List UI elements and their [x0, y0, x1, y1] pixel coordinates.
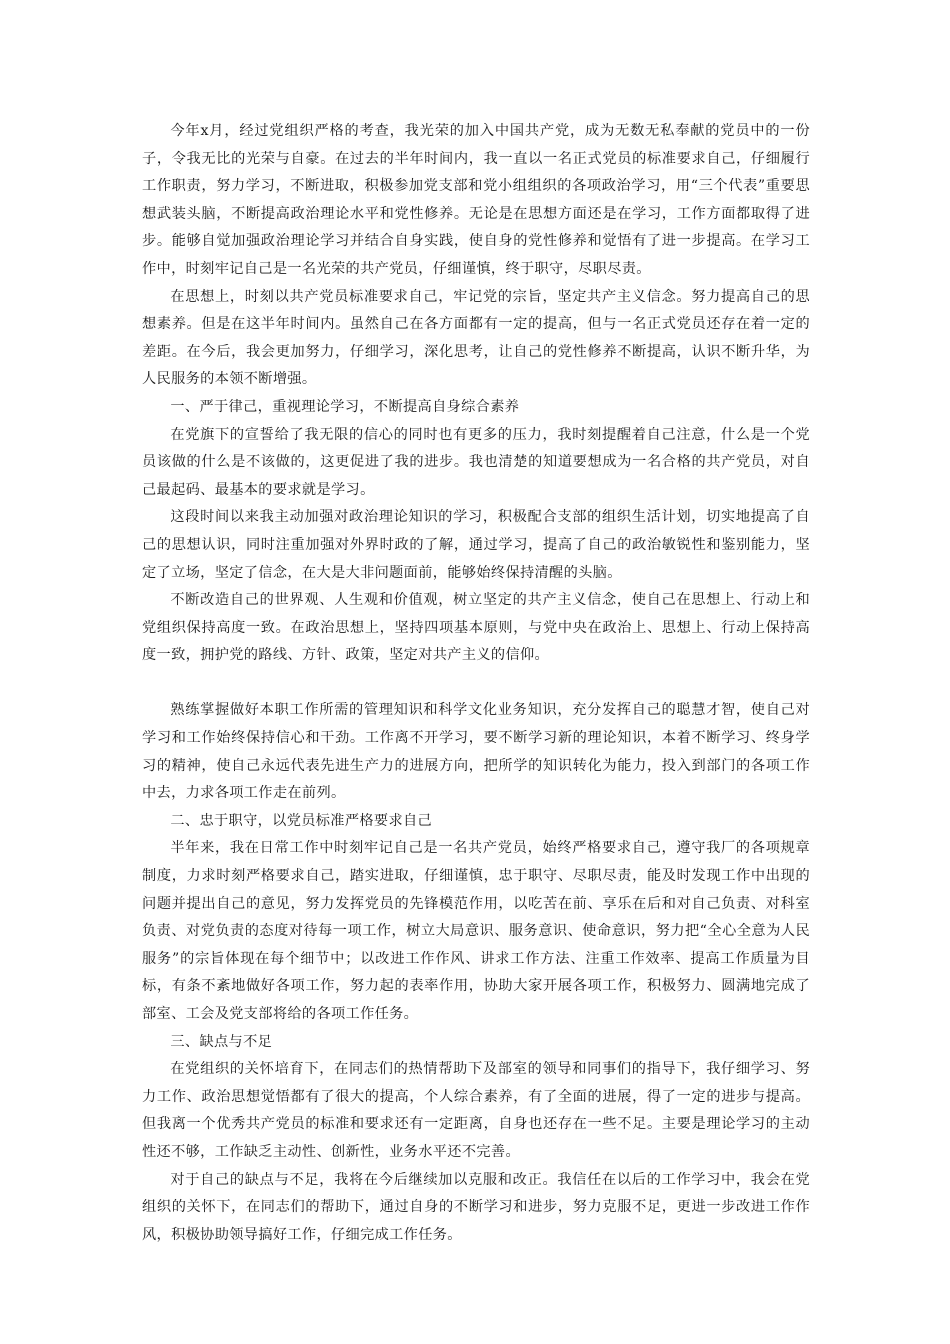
paragraph-intro: 今年x月，经过党组织严格的考查，我光荣的加入中国共产党，成为无数无私奉献的党员中的一份子，令我无比的光荣与自豪。在过去的半年时间内，我一直以一名正式党员的标准要求自己，仔细履行工作职责，努力学习，不断进取，积极参加党支部和党小组组织的各项政治学习，用“三个代表”重要思想武装头脑，不断提高政治理论水平和党性修养。无论是在思想方面还是在学习，工作方面都取得了进步。能够自觉加强政治理论学习并结合自身实践，使自身的党性修养和觉悟有了进一步提高。在学习工作中，时刻牢记自己是一名光荣的共产党员，仔细谨慎，终于职守，尽职尽责。 [142, 123, 810, 277]
section-heading-1: 一、严于律己，重视理论学习，不断提高自身综合素养 [170, 398, 520, 415]
paragraph-conclusion: 对于自己的缺点与不足，我将在今后继续加以克服和改正。我信任在以后的工作学习中，我会在党组织的关怀下，在同志们的帮助下，通过自身的不断学习和进步，努力克服不足，更进一步改进工作作风，积极协助领导搞好工作，仔细完成工作任务。 [142, 1171, 810, 1243]
paragraph-study: 这段时间以来我主动加强对政治理论知识的学习，积极配合支部的组织生活计划，切实地提高了自己的思想认识，同时注重加强对外界时政的了解，通过学习，提高了自己的政治敏锐性和鉴别能力，坚定了立场，坚定了信念，在大是大非问题面前，能够始终保持清醒的头脑。 [142, 509, 810, 581]
paragraph-shortcomings: 在党组织的关怀培育下，在同志们的热情帮助下及部室的领导和同事们的指导下，我仔细学习、努力工作、政治思想觉悟都有了很大的提高，个人综合素养，有了全面的进展，得了一定的进步与提高。但我离一个优秀共产党员的标准和要求还有一定距离，自身也还存在一些不足。主要是理论学习的主动性还不够，工作缺乏主动性、创新性，业务水平还不完善。 [142, 1061, 810, 1160]
paragraph-worldview: 不断改造自己的世界观、人生观和价值观，树立坚定的共产主义信念，使自己在思想上、行动上和党组织保持高度一致。在政治思想上，坚持四项基本原则，与党中央在政治上、思想上、行动上保持高度一致，拥护党的路线、方针、政策，坚定对共产主义的信仰。 [142, 592, 810, 664]
document-body [142, 118, 810, 1249]
blank-line [142, 670, 810, 698]
paragraph-duty: 半年来，我在日常工作中时刻牢记自己是一名共产党员，始终严格要求自己，遵守我厂的各项规章制度，力求时刻严格要求自己，踏实进取，仔细谨慎，忠于职守、尽职尽责，能及时发现工作中出现的问题并提出自己的意见，努力发挥党员的先锋模范作用，以吃苦在前、享乐在后和对自己负责、对科室负责、对党负责的态度对待每一项工作，树立大局意识、服务意识、使命意识，努力把“全心全意为人民服务”的宗旨体现在每个细节中；以改进工作作风、讲求工作方法、注重工作效率、提高工作质量为目标，有条不紊地做好各项工作，努力起的表率作用，协助大家开展各项工作，积极努力、圆满地完成了部室、工会及党支部将给的各项工作任务。 [142, 840, 810, 1022]
section-heading-3: 三、缺点与不足 [170, 1033, 273, 1050]
paragraph-knowledge: 熟练掌握做好本职工作所需的管理知识和科学文化业务知识，充分发挥自己的聪慧才智，使自己对学习和工作始终保持信心和干劲。工作离不开学习，要不断学习新的理论知识，本着不断学习、终身学习的精神，使自己永远代表先进生产力的进展方向，把所学的知识转化为能力，投入到部门的各项工作中去，力求各项工作走在前列。 [142, 702, 810, 802]
paragraph-thought: 在思想上，时刻以共产党员标准要求自己，牢记党的宗旨，坚定共产主义信念。努力提高自己的思想素养。但是在这半年时间内。虽然自己在各方面都有一定的提高，但与一名正式党员还存在着一定的差距。在今后，我会更加努力，仔细学习，深化思考，让自己的党性修养不断提高，认识不断升华，为人民服务的本领不断增强。 [142, 288, 810, 388]
section-heading-2: 二、忠于职守，以党员标准严格要求自己 [170, 812, 433, 829]
paragraph-oath: 在党旗下的宣誓给了我无限的信心的同时也有更多的压力，我时刻提醒着自己注意，什么是一个党员该做的什么是不该做的，这更促进了我的进步。我也清楚的知道要想成为一名合格的共产党员，对自己最起码、最基本的要求就是学习。 [142, 426, 810, 498]
